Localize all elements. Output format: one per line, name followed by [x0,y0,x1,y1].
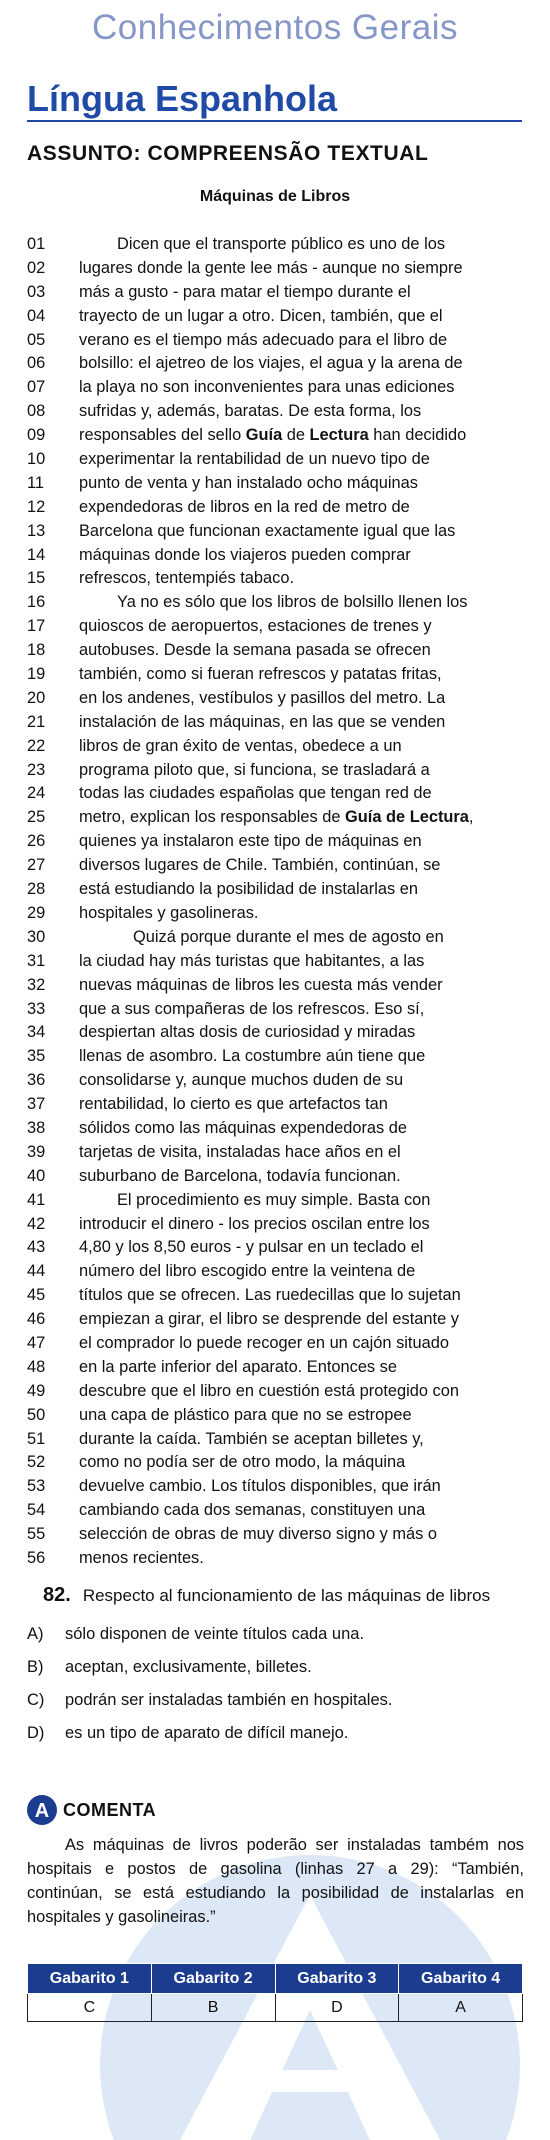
line-text: 4,80 y los 8,50 euros - y pulsar en un teclado el [79,1238,424,1257]
text-line [27,329,527,353]
text-line [27,926,527,950]
subject-divider [27,120,522,122]
line-text: hospitales y gasolineras. [79,903,259,922]
text-line [27,1428,527,1452]
gabarito-header: Gabarito 4 [399,1964,523,1994]
text-line [27,496,527,520]
line-number: 38 [27,1118,46,1137]
line-text: la playa no son inconvenientes para unas ediciones [79,378,455,397]
text-lines [27,233,527,1571]
line-text: todas las ciudades españolas que tengan red de [79,784,432,803]
line-text: refrescos, tentempiés tabaco. [79,569,295,588]
gabarito-answer: A [399,1994,523,2022]
line-text: rentabilidad, lo cierto es que artefactos tan [79,1095,388,1114]
line-number: 48 [27,1357,46,1376]
line-number: 56 [27,1548,46,1567]
text-line [27,854,527,878]
text-line [27,424,527,448]
option-text: aceptan, exclusivamente, billetes. [65,1658,312,1676]
option-c[interactable] [27,1684,527,1717]
text-line [27,1093,527,1117]
subject-title: Língua Espanhola [27,78,338,119]
gabarito-header-row [28,1964,523,1994]
line-text: devuelve cambio. Los títulos disponibles, que irán [79,1477,441,1496]
line-text: Barcelona que funcionan exactamente igual que las [79,521,456,540]
text-line [27,376,527,400]
line-text: quioscos de aeropuertos, estaciones de trenes y [79,617,432,636]
line-number: 19 [27,665,46,684]
section-title: Conhecimentos Gerais [92,8,458,47]
text-line [27,615,527,639]
line-number: 30 [27,927,46,946]
line-number: 44 [27,1262,46,1281]
line-text: trayecto de un lugar a otro. Dicen, también, que el [79,306,443,325]
line-number: 41 [27,1190,46,1209]
option-text: podrán ser instaladas también en hospitales. [65,1691,393,1709]
line-number: 24 [27,784,46,803]
text-line [27,233,527,257]
line-number: 42 [27,1214,46,1233]
line-text: está estudiando la posibilidad de instalarlas en [79,880,418,899]
line-text: libros de gran éxito de ventas, obedece a un [79,736,402,755]
text-line [27,1021,527,1045]
text-line [27,281,527,305]
text-line [27,1117,527,1141]
line-number: 35 [27,1047,46,1066]
text-line [27,1475,527,1499]
text-line [27,806,527,830]
text-line [27,998,527,1022]
text-line [27,1451,527,1475]
comenta-logo-icon [27,1795,57,1825]
line-number: 14 [27,545,46,564]
line-text: el comprador lo puede recoger en un cajón situado [79,1333,449,1352]
line-number: 07 [27,378,46,397]
gabarito-answer: B [151,1994,275,2022]
line-text: nuevas máquinas de libros les cuesta más vender [79,975,443,994]
line-number: 53 [27,1477,46,1496]
option-letter: A) [27,1625,44,1643]
text-title: Máquinas de Libros [199,188,351,205]
line-text: punto de venta y han instalado ocho máquinas [79,473,418,492]
line-number: 27 [27,856,46,875]
gabarito-answer-row [28,1994,523,2022]
line-number: 12 [27,497,46,516]
text-line [27,1523,527,1547]
line-number: 52 [27,1453,46,1472]
line-number: 40 [27,1166,46,1185]
line-text: tarjetas de visita, instaladas hace años en el [79,1142,401,1161]
text-line [27,257,527,281]
text-line [27,950,527,974]
line-text: empiezan a girar, el libro se desprende del estante y [79,1310,459,1329]
line-text: durante la caída. También se aceptan billetes y, [79,1429,424,1448]
line-segment: han decidido [368,426,467,445]
line-number: 36 [27,1071,46,1090]
line-text: número del libro escogido entre la veintena de [79,1262,416,1281]
line-number: 46 [27,1310,46,1329]
line-text: una capa de plástico para que no se estropee [79,1405,412,1424]
line-number: 08 [27,402,46,421]
text-line [27,735,527,759]
text-line [27,1069,527,1093]
question-number: 82. [43,1584,71,1606]
line-number: 33 [27,999,46,1018]
line-text: también, como si fueran refrescos y patatas fritas, [79,665,442,684]
line-number: 22 [27,736,46,755]
text-line [27,567,527,591]
line-number: 20 [27,688,46,707]
line-number: 45 [27,1286,46,1305]
text-line [27,1189,527,1213]
line-text: selección de obras de muy diverso signo y más o [79,1525,438,1544]
text-line [27,448,527,472]
line-number: 02 [27,258,46,277]
line-text: programa piloto que, si funciona, se trasladará a [79,760,430,779]
text-line [27,687,527,711]
text-line [27,1499,527,1523]
line-text: sufridas y, además, baratas. De esta forma, los [79,402,422,421]
line-number: 55 [27,1525,46,1544]
line-text: verano es el tiempo más adecuado para el libro de [79,330,448,349]
text-line [27,520,527,544]
line-text: descubre que el libro en cuestión está protegido con [79,1381,459,1400]
line-number: 43 [27,1238,46,1257]
line-number: 37 [27,1095,46,1114]
line-text: como no podía ser de otro modo, la máquina [79,1453,406,1472]
comment-text: As máquinas de livros poderão ser instaladas também nos hospitais e postos de gasolina (linhas 27 a 29): “También, continúan, se está estudiando la posibilidad de instalarlas en hospitales y gasolineiras.” [27,1836,524,1926]
option-letter: C) [27,1691,45,1709]
gabarito-header: Gabarito 3 [275,1964,399,1994]
line-text: más a gusto - para matar el tiempo durante el [79,282,411,301]
line-number: 18 [27,641,46,660]
line-number: 39 [27,1142,46,1161]
line-number: 15 [27,569,46,588]
line-text: experimentar la rentabilidad de un nuevo tipo de [79,450,430,469]
text-line [27,1356,527,1380]
question-header [27,1584,527,1612]
line-text: máquinas donde los viajeros pueden comprar [79,545,411,564]
line-text: Quizá porque durante el mes de agosto en [133,927,444,946]
line-number: 26 [27,832,46,851]
line-number: 29 [27,903,46,922]
gabarito-answer: D [275,1994,399,2022]
line-text: consolidarse y, aunque muchos duden de su [79,1071,404,1090]
line-number: 06 [27,354,46,373]
text-line [27,400,527,424]
option-letter: D) [27,1724,45,1742]
question-block [27,1584,527,1750]
line-text: la ciudad hay más turistas que habitantes, a las [79,951,425,970]
line-number: 51 [27,1429,46,1448]
line-text: bolsillo: el ajetreo de los viajes, el agua y la arena de [79,354,463,373]
text-line [27,1260,527,1284]
text-line [27,878,527,902]
text-line [27,305,527,329]
text-line [27,974,527,998]
text-line [27,711,527,735]
bold-phrase: Guía de Lectura [345,808,469,827]
line-number: 04 [27,306,46,325]
text-line [27,782,527,806]
text-line [27,591,527,615]
line-text: instalación de las máquinas, en las que se venden [79,712,446,731]
line-number: 34 [27,1023,46,1042]
text-line [27,1213,527,1237]
line-text: Dicen que el transporte público es uno de los [117,235,446,253]
line-text: quienes ya instalaron este tipo de máquinas en [79,832,422,851]
line-text: Ya no es sólo que los libros de bolsillo llenen los [117,593,468,612]
line-segment: metro, explican los responsables de [79,808,346,827]
line-text: expendedoras de libros en la red de metro de [79,497,410,516]
line-text: que a sus compañeras de los refrescos. Eso sí, [79,999,425,1018]
text-line [27,1380,527,1404]
line-text: diversos lugares de Chile. También, continúan, se [79,856,441,875]
line-text: introducir el dinero - los precios oscilan entre los [79,1214,430,1233]
line-segment: , [468,808,474,827]
comenta-logo-letter: A [34,1800,50,1822]
line-text: El procedimiento es muy simple. Basta con [117,1190,431,1209]
line-text: despiertan altas dosis de curiosidad y miradas [79,1023,416,1042]
line-number: 23 [27,760,46,779]
line-number: 11 [27,473,45,492]
line-text: en la parte inferior del aparato. Entonces se [79,1357,397,1376]
option-letter: B) [27,1658,44,1676]
text-line [27,1236,527,1260]
bold-phrase: Lectura [309,426,369,445]
line-text [79,806,527,830]
line-number: 05 [27,330,46,349]
line-number: 28 [27,880,46,899]
line-number: 32 [27,975,46,994]
line-number: 01 [27,235,46,253]
line-number: 03 [27,282,46,301]
text-line [27,902,527,926]
text-line [27,1165,527,1189]
comment-label: COMENTA [63,1799,157,1820]
option-d[interactable] [27,1717,527,1750]
line-text: autobuses. Desde la semana pasada se ofrecen [79,641,431,660]
line-text: lugares donde la gente lee más - aunque no siempre [79,258,463,277]
text-line [27,1308,527,1332]
line-number: 10 [27,450,46,469]
line-number: 50 [27,1405,46,1424]
line-text: en los andenes, vestíbulos y pasillos del metro. La [79,688,446,707]
text-line [27,352,527,376]
line-text [79,424,527,448]
line-number: 54 [27,1501,46,1520]
bold-phrase: Guía [245,426,283,445]
option-text: sólo disponen de veinte títulos cada una. [65,1625,365,1643]
line-text: suburbano de Barcelona, todavía funcionan. [79,1166,401,1185]
line-text: menos recientes. [79,1548,204,1567]
text-line [27,1284,527,1308]
gabarito-header: Gabarito 2 [151,1964,275,1994]
text-line [27,830,527,854]
line-number: 47 [27,1333,46,1352]
line-text: sólidos como las máquinas expendedoras de [79,1118,408,1137]
line-segment: responsables del sello [79,426,246,445]
text-line [27,1404,527,1428]
line-number: 09 [27,426,46,445]
line-number: 31 [27,951,46,970]
text-line [27,1045,527,1069]
line-number: 16 [27,593,46,612]
text-line [27,544,527,568]
line-number: 13 [27,521,46,540]
text-line [27,1547,527,1571]
option-text: es un tipo de aparato de difícil manejo. [65,1724,349,1742]
gabarito-header: Gabarito 1 [28,1964,152,1994]
line-text: cambiando cada dos semanas, constituyen una [79,1501,426,1520]
text-line [27,472,527,496]
text-line [27,759,527,783]
assunto-heading: ASSUNTO: COMPREENSÃO TEXTUAL [27,142,429,165]
text-line [27,639,527,663]
text-line [27,663,527,687]
line-number: 25 [27,808,46,827]
line-text: llenas de asombro. La costumbre aún tiene que [79,1047,426,1066]
line-segment: de [282,426,310,445]
line-number: 21 [27,712,46,731]
option-b[interactable] [27,1651,527,1684]
comment-heading [27,1795,156,1825]
text-line [27,1332,527,1356]
line-text: títulos que se ofrecen. Las ruedecillas que lo sujetan [79,1286,461,1305]
gabarito-answer: C [28,1994,152,2022]
option-a[interactable] [27,1618,527,1651]
question-prompt: Respecto al funcionamiento de las máquinas de libros [82,1586,491,1605]
line-number: 49 [27,1381,46,1400]
line-number: 17 [27,617,46,636]
text-line [27,1141,527,1165]
gabarito-table [27,1963,523,2022]
